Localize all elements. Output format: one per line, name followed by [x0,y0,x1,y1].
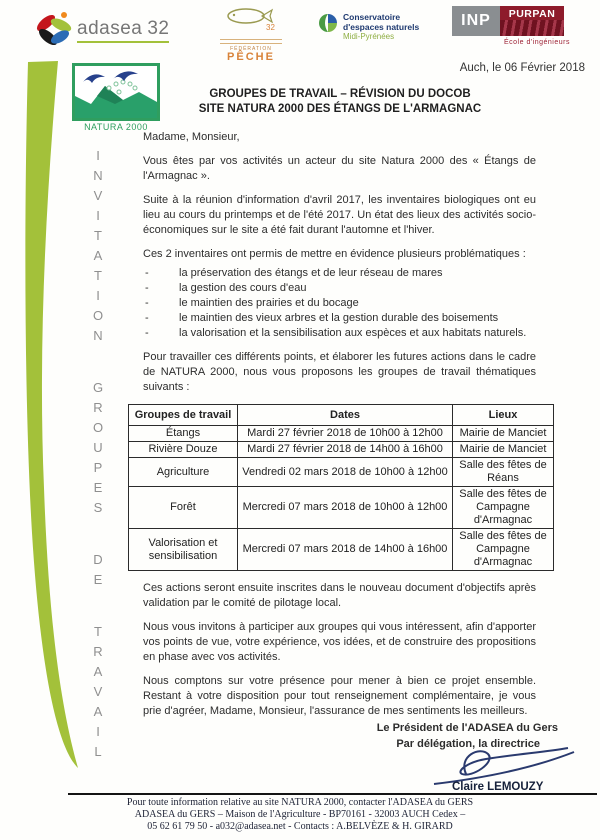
conservatoire-logo [318,13,419,42]
footer-line3: 05 62 61 79 50 - a032@adasea.net - Contacts : A.BELVÈZE & H. GIRARD [147,821,453,832]
table-row [129,458,554,487]
cell-place: Mairie de Manciet [453,442,554,458]
adasea-name: adasea [77,17,143,39]
letter-body [134,130,547,728]
list-item: - la gestion des cours d'eau [145,282,307,294]
table-row [129,442,554,458]
adasea-wordmark [77,18,169,43]
bullet-dash: - [145,297,149,309]
footer-line1: Pour toute information relative au site NATURA 2000, contacter l'ADASEA du GERS [126,797,474,808]
cen-line2: d'espaces naturels [343,21,420,32]
list-item: - la valorisation et la sensibilisation aux espèces et aux habitats naturels. [145,327,527,339]
paragraph-invitation: Nous vous invitons à participer aux groupes qui vous intéressent, afin d'apporter vos points de vue, votre expérience, vos idées, et de construire des propositions en phase avec vos activités. [143,621,536,663]
salutation: Madame, Monsieur, [143,131,240,143]
cen-leaf-icon [318,13,338,33]
fish-icon [222,6,280,32]
problematiques-list [143,266,536,341]
peche-divider [220,39,282,44]
table-row [129,487,554,529]
cen-wordmark [343,13,419,42]
vertical-word-invitation: INVITATION [90,148,106,348]
table-row [129,426,554,442]
list-item: - le maintien des vieux arbres et la gestion durable des boisements [145,312,499,324]
inp-purpan-logo [452,6,570,46]
cell-date: Mardi 27 février 2018 de 10h00 à 12h00 [238,426,453,442]
signatory-name: Claire LEMOUZY [452,781,544,793]
paragraph-problematiques: Ces 2 inventaires ont permis de mettre en évidence plusieurs problématiques : [143,248,526,260]
peche-name: PÊCHE [227,51,275,63]
green-swoosh-decoration [0,58,100,788]
adasea-pinwheel-icon [33,10,75,50]
cell-date: Mercredi 07 mars 2018 de 14h00 à 16h00 [238,529,453,571]
paragraph-closing: Nous comptons sur votre présence pour mener à bien ce projet ensemble. Restant à votre disposition pour tout renseignement complémentaire, je vous prie d'agréer, Madame, Monsieur, l'assurance de mes sentiments les meilleurs. [143,675,536,717]
adasea32-logo [33,10,169,50]
cen-line1: Conservatoire [343,12,401,22]
signature-delegation: Par délégation, la directrice [396,738,540,750]
cen-line3: Midi-Pyrénées [343,32,395,41]
title-line2: SITE NATURA 2000 DES ÉTANGS DE L'ARMAGNAC [198,103,482,115]
workgroups-table [128,404,554,571]
purpan-field-stripes [500,20,564,36]
footer-divider [68,793,597,795]
natura2000-caption: NATURA 2000 [84,122,148,132]
cell-group: Étangs [129,426,238,442]
svg-text:32: 32 [266,23,275,32]
cell-group: Rivière Douze [129,442,238,458]
bullet-dash: - [145,267,149,279]
cell-group: Agriculture [129,458,238,487]
cell-place: Salle des fêtes de Campagne d'Armagnac [453,529,554,571]
cell-date: Mercredi 07 mars 2018 de 10h00 à 12h00 [238,487,453,529]
footer-line2: ADASEA du GERS – Maison de l'Agriculture - BP70161 - 32003 AUCH Cedex – [134,809,466,820]
paragraph-proposition: Pour travailler ces différents points, et élaborer les futures actions dans le cadre de NATURA 2000, nous vous proposons les groupes de travail thématiques suivants : [143,351,536,393]
col-header-lieux: Lieux [453,405,554,426]
paragraph-intro: Vous êtes par vos activités un acteur du site Natura 2000 des « Étangs de l'Armagnac ». [143,155,536,182]
bullet-dash: - [145,312,149,324]
letter-date: Auch, le 06 Février 2018 [459,62,585,74]
purpan-wordmark: PURPAN [508,8,556,20]
paragraph-inventories: Suite à la réunion d'information d'avril 2017, les inventaires biologiques ont eu lieu au cours du printemps et de l'été 2017. Un état des lieux des activités socio-économiques sur le site a été fait durant l'automne et l'hiver. [143,194,536,236]
table-row [129,529,554,571]
cell-date: Mardi 27 février 2018 de 14h00 à 16h00 [238,442,453,458]
signature-title: Le Président de l'ADASEA du Gers [376,722,558,734]
letter-title [143,87,537,117]
list-item: - le maintien des prairies et du bocage [145,297,359,309]
vertical-word-travail: TRAVAIL [90,624,106,764]
footer-contact-block [0,797,600,833]
purpan-tagline: École d'ingénieurs [504,39,570,46]
cell-group: Valorisation et sensibilisation [129,529,238,571]
cell-place: Mairie de Manciet [453,426,554,442]
col-header-dates: Dates [238,405,453,426]
title-line1: GROUPES DE TRAVAIL – RÉVISION DU DOCOB [209,88,471,100]
sidebar-vertical-caption [86,148,110,764]
cell-place: Salle des fêtes de Réans [453,458,554,487]
table-header-row [129,405,554,426]
purpan-box [500,6,564,36]
adasea-number: 32 [147,17,170,39]
peche-small-text: FÉDÉRATION [230,46,272,52]
bullet-dash: - [145,282,149,294]
cell-date: Vendredi 02 mars 2018 de 10h00 à 12h00 [238,458,453,487]
bullet-dash: - [145,327,149,339]
cell-place: Salle des fêtes de Campagne d'Armagnac [453,487,554,529]
inp-box: INP [452,6,500,36]
list-item: - la préservation des étangs et de leur réseau de mares [145,267,443,279]
paragraph-actions: Ces actions seront ensuite inscrites dans le nouveau document d'objectifs après validation par le comité de pilotage local. [143,582,536,609]
cell-group: Forêt [129,487,238,529]
col-header-groupes: Groupes de travail [129,405,238,426]
vertical-word-groupes: GROUPES [90,380,106,520]
vertical-word-de: DE [90,552,106,592]
federation-peche-logo [212,6,290,63]
